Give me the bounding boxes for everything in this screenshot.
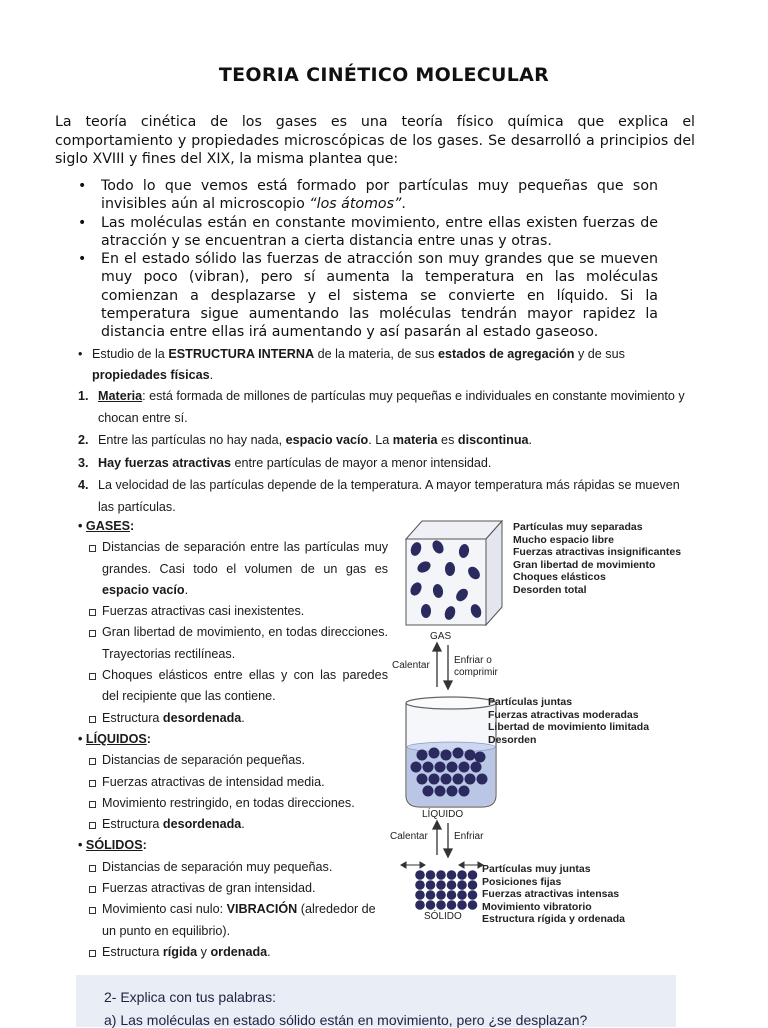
beaker-illustration bbox=[406, 697, 496, 807]
particle bbox=[447, 900, 457, 910]
exercise-question: 2- Explica con tus palabras: bbox=[104, 989, 276, 1005]
particle bbox=[457, 900, 467, 910]
liquid-properties: Partículas juntas Fuerzas atractivas moderadas Libertad de movimiento limitada Desorden bbox=[488, 696, 650, 746]
particle bbox=[457, 880, 467, 890]
gases-item: Gran libertad de movimiento, en todas direcciones. Trayectorias rectilíneas. bbox=[78, 622, 388, 665]
liquidos-item: Fuerzas atractivas de intensidad media. bbox=[78, 772, 388, 793]
heat-label: Calentar bbox=[392, 660, 430, 671]
heat-label-2: Calentar bbox=[390, 831, 428, 842]
particle bbox=[453, 748, 464, 759]
particle bbox=[445, 562, 455, 576]
particle bbox=[465, 774, 476, 785]
solidos-item: Movimiento casi nulo: VIBRACIÓN (alrededor de un punto en equilibrio). bbox=[78, 899, 388, 942]
particle bbox=[453, 774, 464, 785]
gases-item: Estructura desordenada. bbox=[78, 708, 388, 729]
liquidos-heading: • LÍQUIDOS: bbox=[78, 731, 151, 746]
particle bbox=[468, 880, 478, 890]
particle bbox=[441, 750, 452, 761]
particle bbox=[436, 870, 446, 880]
particle bbox=[423, 762, 434, 773]
intro-paragraph: La teoría cinética de los gases es una teoría físico química que explica el comportamiento y propiedades microscópicas de los gases. Se desarrolló a principios del siglo XVIII y fines del XIX, la misma plantea que: bbox=[55, 114, 695, 167]
solid-properties: Partículas muy juntas Posiciones fijas Fuerzas atractivas intensas Movimiento vibratorio Estructura rígida y ordenada bbox=[482, 863, 625, 925]
estudio-line: • Estudio de la ESTRUCTURA INTERNA de la materia, de sus estados de agregación y de sus propiedades físicas. bbox=[78, 347, 625, 382]
particle bbox=[447, 870, 457, 880]
particle bbox=[471, 762, 482, 773]
particle bbox=[435, 762, 446, 773]
gas-box-illustration bbox=[406, 521, 502, 625]
numbered-item: 2. Entre las partículas no hay nada, espacio vacío. La materia es discontinua. bbox=[78, 433, 533, 447]
particle bbox=[457, 890, 467, 900]
numbered-item: 4. La velocidad de las partículas depende de la temperatura. A mayor temperatura más rápidas se mueven las partículas. bbox=[78, 478, 680, 514]
particle bbox=[468, 890, 478, 900]
bullet-item: • Las moléculas están en constante movimiento, entre ellas existen fuerzas de atracción y se encuentran a cierta distancia entre unas y otras. bbox=[78, 214, 658, 251]
solidos-item: Fuerzas atractivas de gran intensidad. bbox=[78, 878, 388, 899]
particle bbox=[468, 870, 478, 880]
particle bbox=[411, 762, 422, 773]
particle bbox=[415, 890, 425, 900]
solidos-item: Estructura rígida y ordenada. bbox=[78, 942, 388, 963]
cool-compress-label: Enfriar o comprimir bbox=[454, 655, 498, 678]
solidos-heading: • SÓLIDOS: bbox=[78, 838, 147, 853]
particle bbox=[421, 604, 431, 618]
states-list bbox=[78, 516, 388, 963]
particle bbox=[465, 750, 476, 761]
particle bbox=[429, 774, 440, 785]
particle bbox=[423, 786, 434, 797]
cool-label: Enfriar bbox=[454, 831, 484, 842]
particle bbox=[415, 880, 425, 890]
states-diagram bbox=[380, 515, 680, 935]
particle bbox=[436, 900, 446, 910]
liquid-label: LÍQUIDO bbox=[422, 809, 464, 820]
particle bbox=[426, 890, 436, 900]
numbered-item: 3. Hay fuerzas atractivas entre partículas de mayor a menor intensidad. bbox=[78, 455, 492, 470]
page-title: TEORIA CINÉTICO MOLECULAR bbox=[218, 64, 550, 86]
solidos-item: Distancias de separación muy pequeñas. bbox=[78, 857, 388, 878]
bullet-item: • Todo lo que vemos está formado por partículas muy pequeñas que son invisibles aún al microscopio “los átomos”. bbox=[78, 177, 658, 214]
particle bbox=[426, 900, 436, 910]
particle bbox=[417, 750, 428, 761]
gases-item: Distancias de separación entre las partículas muy grandes. Casi todo el volumen de un gas es espacio vacío. bbox=[78, 537, 388, 601]
particle bbox=[435, 786, 446, 797]
liquidos-item: Distancias de separación pequeñas. bbox=[78, 750, 388, 771]
exercise-subquestion: a) Las moléculas en estado sólido están en movimiento, pero ¿se desplazan? bbox=[104, 1012, 588, 1028]
arrows-liquid-solid bbox=[433, 821, 452, 857]
gas-label: GAS bbox=[430, 631, 452, 642]
numbered-list bbox=[78, 386, 688, 519]
particle bbox=[426, 880, 436, 890]
particle bbox=[417, 774, 428, 785]
particle bbox=[441, 774, 452, 785]
arrows-gas-liquid bbox=[433, 643, 452, 689]
gas-properties: Partículas muy separadas Mucho espacio libre Fuerzas atractivas insignificantes Gran libertad de movimiento Choques elásticos Desorden total bbox=[513, 521, 682, 596]
gases-heading: • GASES: bbox=[78, 519, 135, 533]
particle bbox=[477, 774, 488, 785]
bullet-item: • En el estado sólido las fuerzas de atracción son muy grandes que se mueven muy poco (vibran), pero sí aumenta la temperatura en las moléculas comienzan a desplazarse y el sistema se convierte en líquido. Si la temperatura sigue aumentando las moléculas tendrán mayor rapidez la distancia entre ellas irá aumentando y así pasarán al estado gaseoso. bbox=[78, 250, 658, 341]
particle bbox=[447, 890, 457, 900]
exercise-box bbox=[76, 975, 676, 1027]
particle bbox=[436, 890, 446, 900]
particle bbox=[447, 880, 457, 890]
solid-label: SÓLIDO bbox=[424, 911, 462, 922]
particle bbox=[415, 900, 425, 910]
particle bbox=[436, 880, 446, 890]
particle bbox=[426, 870, 436, 880]
gases-item: Fuerzas atractivas casi inexistentes. bbox=[78, 601, 388, 622]
particle bbox=[459, 762, 470, 773]
particle bbox=[459, 786, 470, 797]
solid-illustration bbox=[401, 862, 483, 910]
particle bbox=[475, 752, 486, 763]
liquidos-item: Estructura desordenada. bbox=[78, 814, 388, 835]
particle bbox=[447, 786, 458, 797]
particle bbox=[457, 870, 467, 880]
particle bbox=[415, 870, 425, 880]
theory-bullets bbox=[78, 177, 658, 342]
particle bbox=[468, 900, 478, 910]
particle bbox=[429, 748, 440, 759]
liquidos-item: Movimiento restringido, en todas direcciones. bbox=[78, 793, 388, 814]
numbered-item: 1. Materia: está formada de millones de partículas muy pequeñas e individuales en constante movimiento y chocan entre sí. bbox=[78, 389, 685, 425]
particle bbox=[447, 762, 458, 773]
gases-item: Choques elásticos entre ellas y con las paredes del recipiente que las contiene. bbox=[78, 665, 388, 708]
